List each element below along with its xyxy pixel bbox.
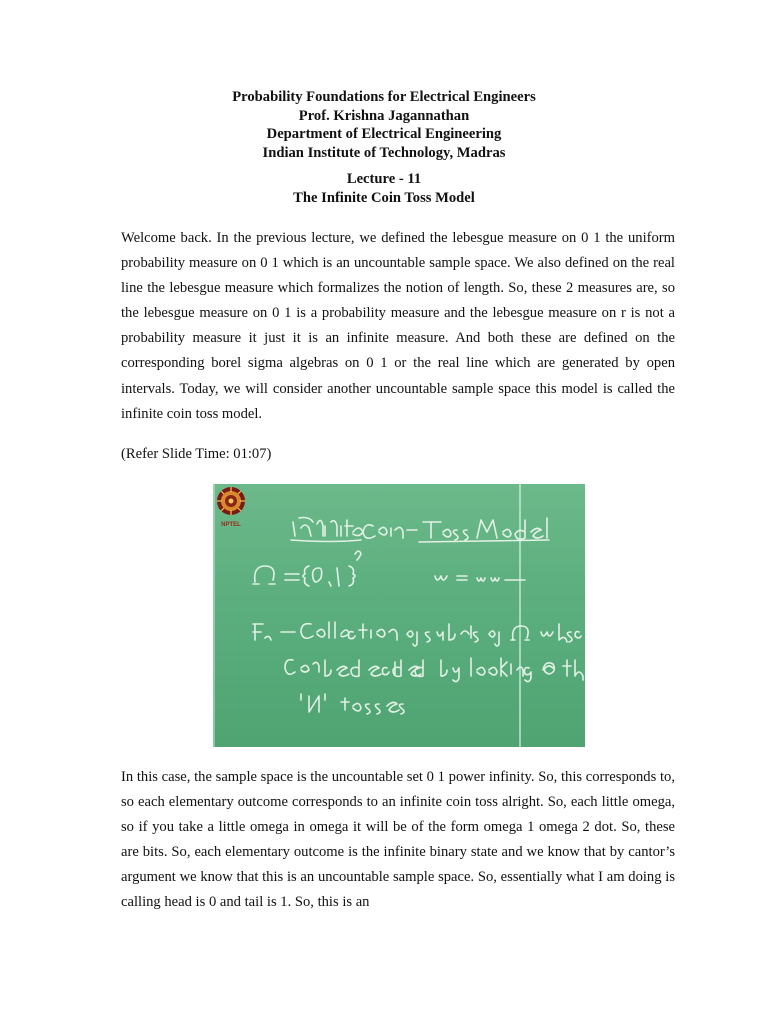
body-paragraph: In this case, the sample space is the uncountable set 0 1 power infinity. So, this corresponds to, so each elementary outcome corresponds to an infinite coin toss alright. So, each little omega, so if you take a little omega in omega it will be of the form omega 1 omega 2 dot. So, these are bits. So, each elementary outcome is the infinite binary state and we know that by cantor’s argument we know that this is an uncountable sample space. So, essentially what I am doing is calling head is 0 and tail is 1. So, this is an (121, 769, 675, 911)
lecture-heading (0, 170, 768, 207)
document-header (0, 88, 768, 162)
course-title: Probability Foundations for Electrical Engineers (232, 89, 536, 105)
department-name: Department of Electrical Engineering (266, 126, 502, 142)
intro-paragraph: Welcome back. In the previous lecture, we defined the lebesgue measure on 0 1 the uniform probability measure on 0 1 which is an uncountable sample space. We also defined on the real line the lebesgue measure which formalizes the notion of length. So, these 2 measures are, so the lebesgue measure on 0 1 is a probability measure and the lebesgue measure on r is not a probability measure it just it is an infinite measure. And both these are defined on the corresponding borel sigma algebras on 0 1 or the real line which are generated by open intervals. Today, we will consider another uncountable sample space this model is called the infinite coin toss model. (121, 230, 675, 422)
lecture-title: The Infinite Coin Toss Model (293, 189, 475, 206)
chalk-writing (213, 484, 585, 747)
slide-time-reference: (Refer Slide Time: 01:07) (121, 446, 272, 462)
nptel-logo-text: NPTEL (221, 522, 241, 528)
institute-name: Indian Institute of Technology, Madras (262, 144, 506, 161)
lecture-number: Lecture - 11 (346, 171, 422, 187)
chalkboard-image (213, 484, 585, 747)
nptel-logo-icon (213, 484, 249, 528)
professor-name: Prof. Krishna Jagannathan (298, 107, 470, 124)
